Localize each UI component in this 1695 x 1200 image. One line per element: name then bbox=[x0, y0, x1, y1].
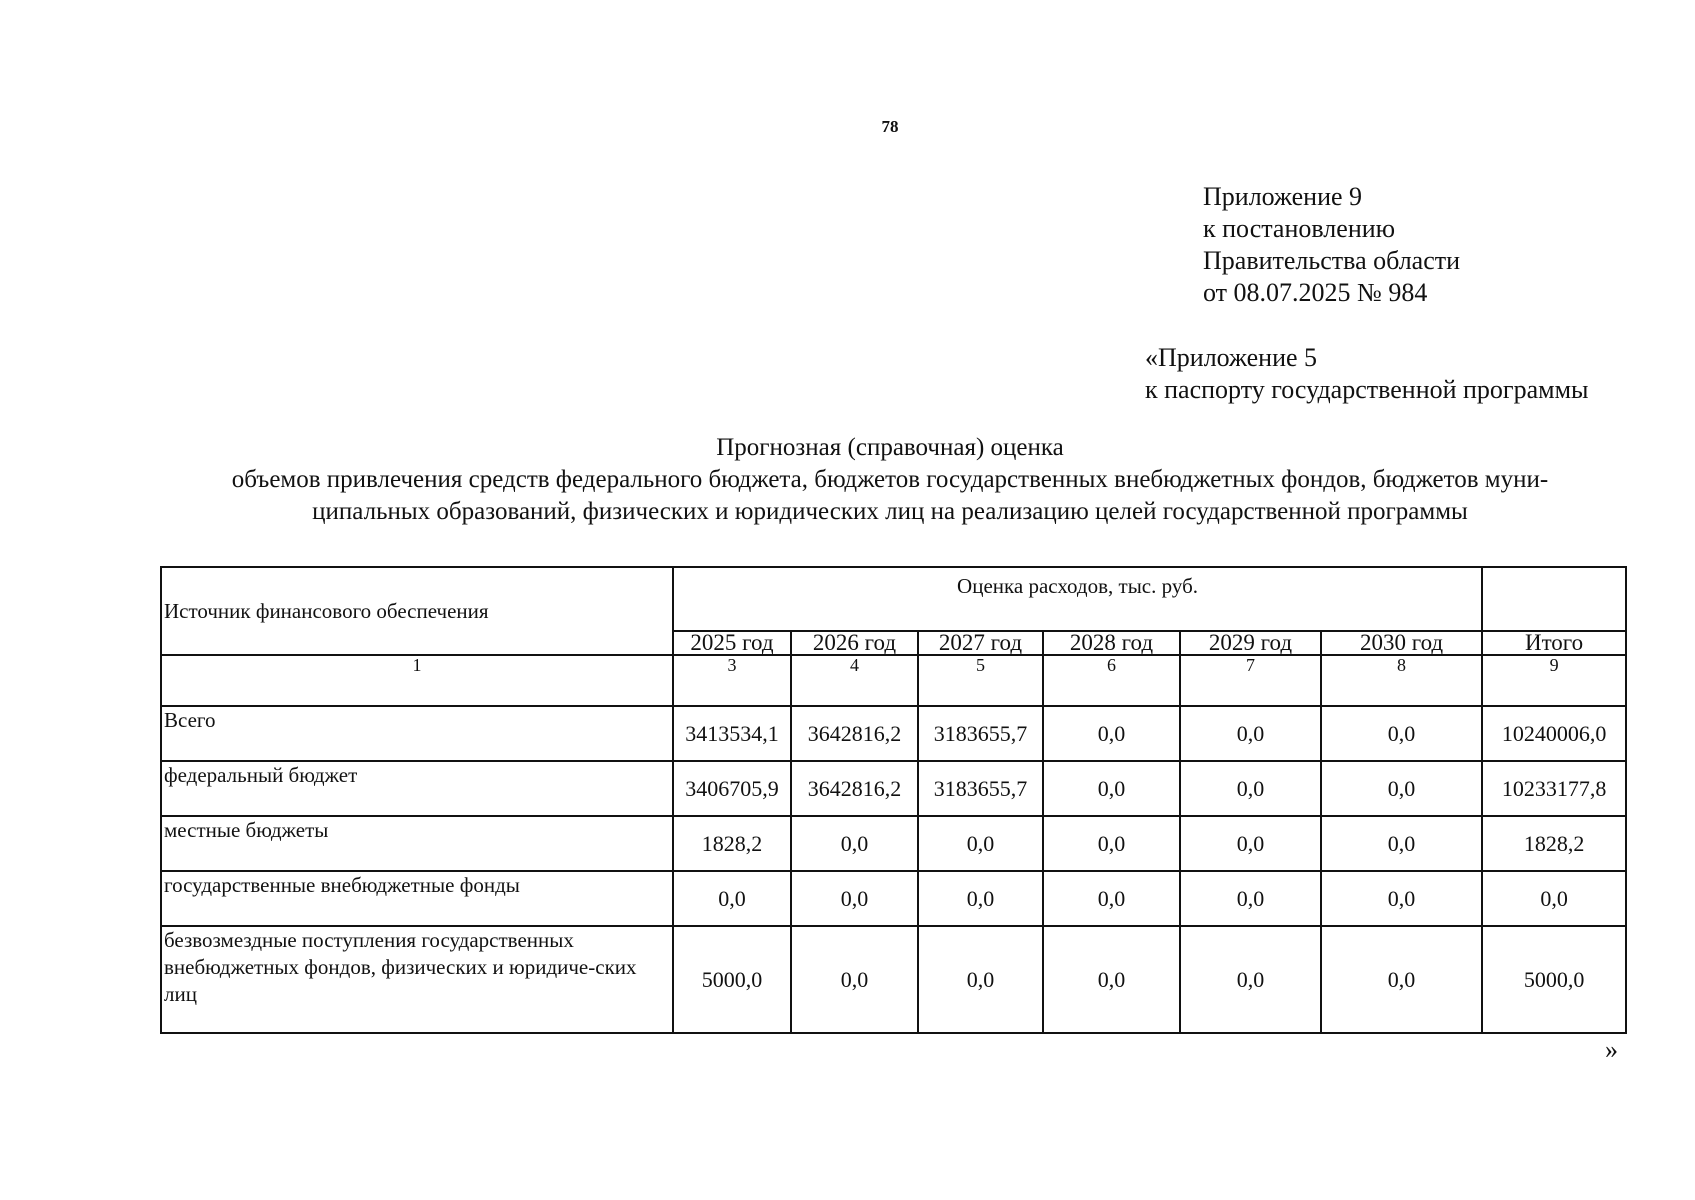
row-label: федеральный бюджет bbox=[161, 761, 673, 816]
year-header: 2026 год bbox=[791, 631, 918, 655]
table-cell: 0,0 bbox=[1321, 706, 1482, 761]
appendix-ref-line: к паспорту государственной программы bbox=[1145, 375, 1589, 404]
table-cell: 0,0 bbox=[1180, 816, 1321, 871]
table-row bbox=[161, 706, 1626, 761]
appendix-line: Приложение 9 bbox=[1203, 182, 1363, 211]
table-row bbox=[161, 926, 1626, 1033]
appendix-line: от 08.07.2025 № 984 bbox=[1203, 278, 1428, 307]
table-cell: 5000,0 bbox=[673, 926, 791, 1033]
header-row bbox=[161, 567, 1626, 631]
page-number: 78 bbox=[881, 117, 899, 136]
table-cell: 0,0 bbox=[1043, 816, 1180, 871]
table-row bbox=[161, 816, 1626, 871]
table-cell: 0,0 bbox=[1321, 761, 1482, 816]
table-cell: 0,0 bbox=[1180, 761, 1321, 816]
source-header: Источник финансового обеспечения bbox=[161, 567, 673, 655]
column-number: 9 bbox=[1482, 655, 1626, 706]
table-cell: 0,0 bbox=[673, 871, 791, 926]
column-number-row bbox=[161, 655, 1626, 706]
closing-quote: » bbox=[1605, 1035, 1618, 1064]
year-header: 2030 год bbox=[1321, 631, 1482, 655]
table-cell: 0,0 bbox=[1180, 706, 1321, 761]
total-header: Итого bbox=[1482, 631, 1626, 655]
year-header: 2025 год bbox=[673, 631, 791, 655]
title-line: Прогнозная (справочная) оценка bbox=[716, 434, 1064, 461]
table-cell: 0,0 bbox=[791, 871, 918, 926]
year-header: 2027 год bbox=[918, 631, 1043, 655]
table-cell: 3183655,7 bbox=[918, 706, 1043, 761]
table-cell: 3406705,9 bbox=[673, 761, 791, 816]
row-label: безвозмездные поступления государственных внебюджетных фондов, физических и юридиче-ских лиц bbox=[161, 926, 673, 1033]
table-cell: 3413534,1 bbox=[673, 706, 791, 761]
row-label: Всего bbox=[161, 706, 673, 761]
appendix-ref-line: «Приложение 5 bbox=[1145, 343, 1318, 372]
table-cell: 0,0 bbox=[1321, 926, 1482, 1033]
table-cell: 0,0 bbox=[1043, 706, 1180, 761]
table-cell-total: 1828,2 bbox=[1482, 816, 1626, 871]
table-cell: 3183655,7 bbox=[918, 761, 1043, 816]
financing-table bbox=[160, 566, 1627, 1034]
row-label: государственные внебюджетные фонды bbox=[161, 871, 673, 926]
document-title bbox=[150, 432, 1630, 528]
table-cell-total: 0,0 bbox=[1482, 871, 1626, 926]
table-cell: 0,0 bbox=[791, 926, 918, 1033]
table-cell: 3642816,2 bbox=[791, 761, 918, 816]
table-cell: 0,0 bbox=[1043, 761, 1180, 816]
table-cell: 0,0 bbox=[1043, 871, 1180, 926]
title-line: ципальных образований, физических и юридических лиц на реализацию целей государственной программы bbox=[312, 498, 1468, 525]
table-row bbox=[161, 871, 1626, 926]
table-cell: 3642816,2 bbox=[791, 706, 918, 761]
table-cell: 0,0 bbox=[1321, 816, 1482, 871]
appendix-reference bbox=[1145, 342, 1589, 406]
year-header: 2029 год bbox=[1180, 631, 1321, 655]
column-number: 6 bbox=[1043, 655, 1180, 706]
table-cell: 0,0 bbox=[918, 816, 1043, 871]
table-cell: 0,0 bbox=[1180, 926, 1321, 1033]
table-cell: 0,0 bbox=[918, 871, 1043, 926]
column-number: 4 bbox=[791, 655, 918, 706]
table-row bbox=[161, 761, 1626, 816]
table-cell: 0,0 bbox=[1321, 871, 1482, 926]
year-header: 2028 год bbox=[1043, 631, 1180, 655]
table-cell-total: 5000,0 bbox=[1482, 926, 1626, 1033]
total-header-blank bbox=[1482, 567, 1626, 631]
table-cell: 0,0 bbox=[918, 926, 1043, 1033]
title-line: объемов привлечения средств федерального бюджета, бюджетов государственных внебюджетных фондов, бюджетов муни- bbox=[231, 466, 1549, 493]
appendix-block bbox=[1203, 181, 1460, 309]
column-number: 5 bbox=[918, 655, 1043, 706]
cost-header: Оценка расходов, тыс. руб. bbox=[673, 567, 1482, 631]
table-cell-total: 10233177,8 bbox=[1482, 761, 1626, 816]
appendix-line: к постановлению bbox=[1203, 214, 1396, 243]
column-number: 7 bbox=[1180, 655, 1321, 706]
table-cell: 0,0 bbox=[791, 816, 918, 871]
appendix-line: Правительства области bbox=[1203, 246, 1461, 275]
table-cell: 0,0 bbox=[1043, 926, 1180, 1033]
column-number: 3 bbox=[673, 655, 791, 706]
table-cell-total: 10240006,0 bbox=[1482, 706, 1626, 761]
table-cell: 1828,2 bbox=[673, 816, 791, 871]
row-label: местные бюджеты bbox=[161, 816, 673, 871]
column-number: 8 bbox=[1321, 655, 1482, 706]
table-cell: 0,0 bbox=[1180, 871, 1321, 926]
column-number: 1 bbox=[161, 655, 673, 706]
